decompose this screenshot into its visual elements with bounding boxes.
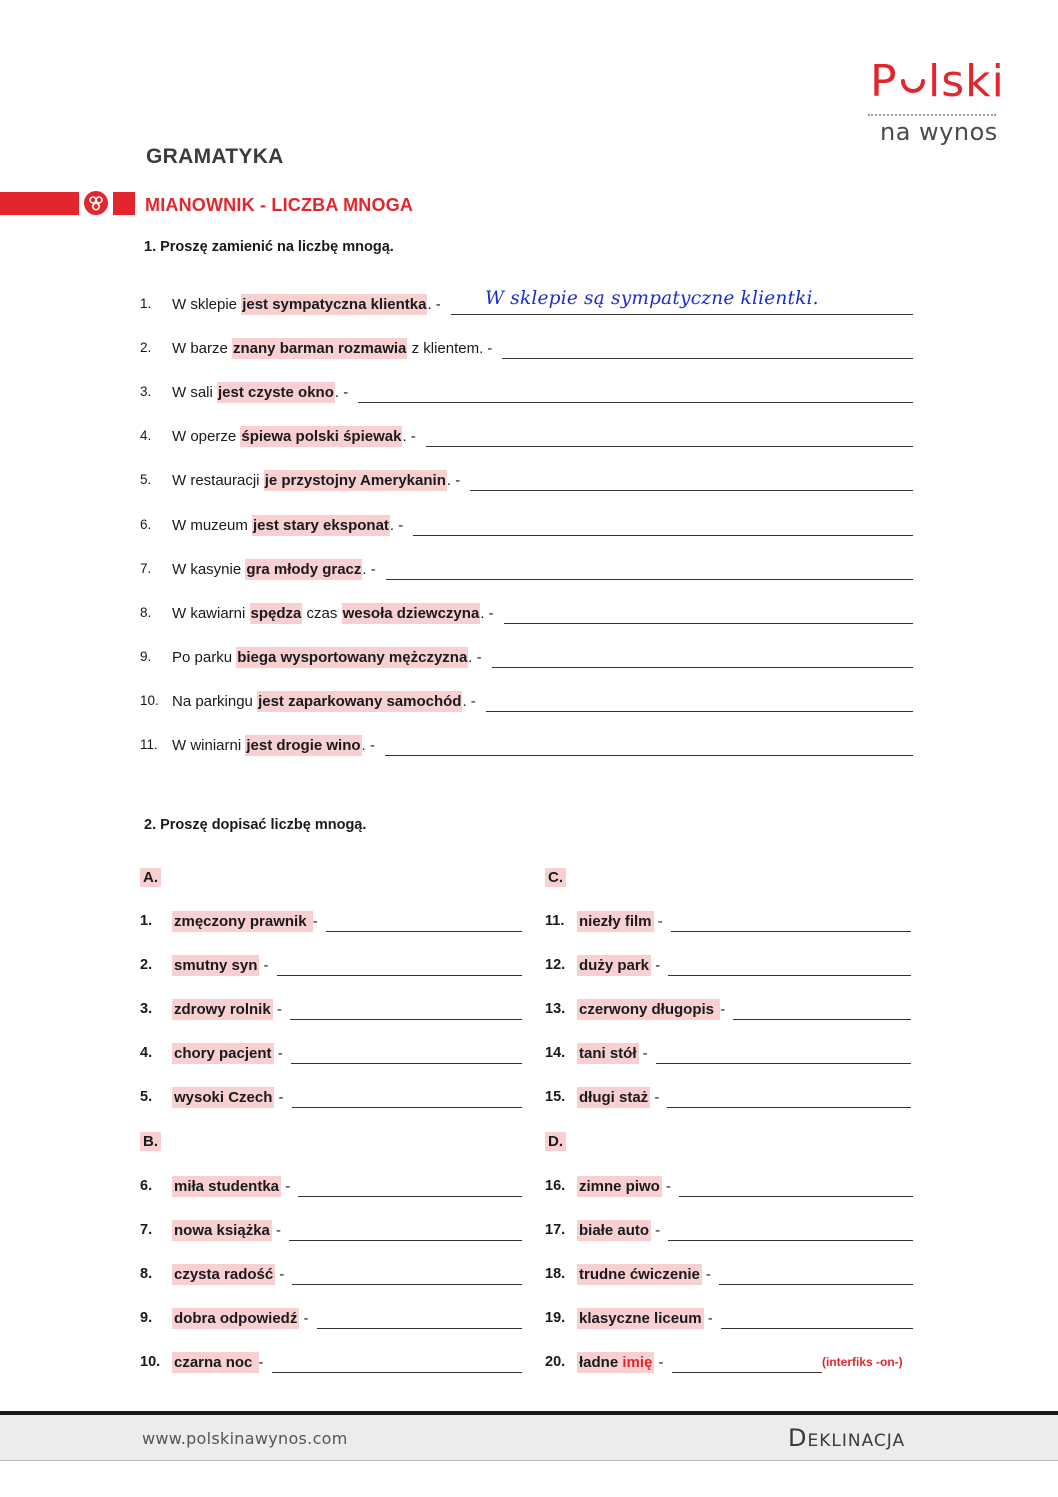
exercise2-heading: 2. Proszę dopisać liczbę mnogą. [144, 817, 367, 833]
item-sentence [172, 735, 375, 757]
item-phrase [172, 955, 269, 977]
dash: - [638, 1045, 648, 1062]
item-phrase [172, 1264, 284, 1286]
item-number: 19. [545, 1310, 566, 1326]
exercise1-row [140, 735, 920, 757]
dash: - [271, 1222, 282, 1239]
highlighted-phrase: jest stary eksponat [253, 517, 389, 534]
exercise2-row [140, 1220, 522, 1242]
item-number: 10. [140, 693, 159, 708]
item-sentence [172, 647, 482, 669]
highlighted-phrase: ładne imię [579, 1354, 653, 1371]
sentence-text: . - [468, 649, 482, 666]
answer-line[interactable] [277, 975, 522, 976]
item-number: 7. [140, 1222, 153, 1238]
item-number: 18. [545, 1266, 566, 1282]
item-phrase [577, 1264, 711, 1286]
exercise1-row [140, 288, 920, 316]
dash: - [299, 1310, 309, 1327]
answer-line[interactable] [292, 1284, 522, 1285]
dash: - [651, 1222, 661, 1239]
exercise2-row [545, 1220, 913, 1242]
item-number: 7. [140, 561, 152, 576]
highlighted-phrase: jest zaparkowany samochód [258, 693, 462, 710]
sentence-text: W kasynie [172, 561, 246, 578]
section-title: MIANOWNIK - LICZBA MNOGA [145, 195, 414, 215]
footer-url[interactable]: www.polskinawynos.com [142, 1429, 348, 1448]
item-phrase [172, 1352, 264, 1374]
exercise2-row [140, 1352, 522, 1374]
highlighted-phrase: czysta radość [174, 1266, 274, 1283]
group-label: D. [545, 1132, 566, 1151]
answer-line[interactable] [719, 1284, 913, 1285]
sentence-text: . - [480, 605, 494, 622]
answer-line[interactable] [679, 1196, 913, 1197]
item-phrase [172, 1220, 281, 1242]
highlighted-phrase: niezły film [579, 913, 652, 930]
exercise1-row [140, 426, 920, 448]
answer-line[interactable] [272, 1372, 522, 1373]
answer-line[interactable] [291, 1063, 522, 1064]
highlighted-phrase: wesoła dziewczyna [342, 605, 480, 622]
highlighted-phrase: czarna noc [174, 1354, 257, 1371]
item-sentence [172, 426, 416, 448]
dash: - [273, 1045, 283, 1062]
exercise1-heading: 1. Proszę zamienić na liczbę mnogą. [144, 239, 394, 255]
exercise2-row [140, 1087, 522, 1109]
item-number: 11. [545, 913, 565, 929]
highlighted-phrase: miła studentka [174, 1178, 280, 1195]
answer-line[interactable] [668, 1240, 913, 1241]
highlighted-phrase: dobra odpowiedź [174, 1310, 298, 1327]
highlighted-phrase: gra młody gracz [246, 561, 362, 578]
sentence-text: Na parkingu [172, 693, 258, 710]
item-number: 12. [545, 957, 566, 973]
logo-smile-icon [900, 72, 926, 98]
sentence-text: . - [446, 472, 461, 489]
dash: - [312, 913, 318, 930]
answer-line[interactable] [668, 975, 911, 976]
item-number: 4. [140, 428, 152, 443]
footer-topic: Deklinacja [788, 1424, 906, 1452]
group-label: A. [140, 868, 161, 887]
highlighted-phrase: je przystojny Amerykanin [264, 472, 446, 489]
exercise1-row [140, 603, 920, 625]
item-phrase [577, 955, 660, 977]
highlighted-phrase: jest sympatyczna klientka [242, 296, 427, 313]
exercise1-row [140, 515, 920, 537]
answer-line[interactable] [298, 1196, 522, 1197]
sentence-text: W restauracji [172, 472, 264, 489]
item-sentence [172, 515, 403, 537]
item-sentence [172, 691, 476, 713]
dash: - [701, 1266, 712, 1283]
highlighted-phrase: spędza [250, 605, 302, 622]
sentence-text: W kawiarni [172, 605, 250, 622]
sentence-text: W sali [172, 384, 217, 401]
footer-bottom-line [0, 1460, 1058, 1461]
item-phrase [577, 1043, 648, 1065]
exercise2-row [140, 999, 522, 1021]
sentence-text: Po parku [172, 649, 237, 666]
item-phrase [172, 1087, 284, 1109]
dash: - [274, 1089, 284, 1106]
item-number: 3. [140, 384, 152, 399]
highlighted-phrase: znany barman rozmawia [233, 340, 407, 357]
dash: - [258, 1354, 264, 1371]
exercise2-row [140, 955, 522, 977]
item-number: 6. [140, 1178, 153, 1194]
hint-note: (interfiks -on-) [822, 1355, 903, 1369]
exercise2-row [545, 1043, 911, 1065]
item-sentence [172, 559, 376, 581]
logo-divider [868, 114, 996, 116]
item-phrase [577, 1352, 664, 1374]
item-number: 9. [140, 649, 152, 664]
sentence-text: . - [402, 428, 416, 445]
item-phrase [577, 1087, 659, 1109]
highlighted-phrase: zimne piwo [579, 1178, 660, 1195]
dash: - [661, 1178, 672, 1195]
answer-line[interactable] [451, 314, 913, 315]
answer-line[interactable] [502, 358, 913, 359]
answer-line[interactable] [486, 711, 913, 712]
sentence-text: W muzeum [172, 517, 253, 534]
exercise2-row [545, 999, 911, 1021]
answer-line[interactable] [290, 1019, 522, 1020]
item-number: 8. [140, 605, 152, 620]
section-bar-right [113, 192, 135, 215]
dash: - [275, 1266, 285, 1283]
dash: - [650, 1089, 660, 1106]
item-number: 9. [140, 1310, 153, 1326]
sentence-text: . - [362, 561, 376, 578]
highlighted-phrase: zmęczony prawnik [174, 913, 311, 930]
sentence-text: W barze [172, 340, 233, 357]
highlighted-phrase: białe auto [579, 1222, 650, 1239]
item-phrase [172, 911, 318, 933]
answer-line[interactable] [671, 931, 911, 932]
sentence-text: W winiarni [172, 737, 246, 754]
exercise1-row [140, 559, 920, 581]
answer-line[interactable] [358, 402, 913, 403]
answer-line[interactable] [672, 1372, 822, 1373]
highlighted-phrase: śpiewa polski śpiewak [241, 428, 402, 445]
exercise2-row [545, 1087, 911, 1109]
exercise2-row [140, 1043, 522, 1065]
dash: - [259, 957, 269, 974]
logo [868, 56, 1005, 146]
exercise1-row [140, 470, 920, 492]
item-sentence [172, 603, 494, 625]
item-sentence [172, 338, 492, 360]
item-phrase [577, 911, 663, 933]
highlighted-phrase: jest drogie wino [246, 737, 361, 754]
answer-line[interactable] [470, 490, 913, 491]
item-phrase [172, 1176, 290, 1198]
highlighted-phrase: tani stół [579, 1045, 637, 1062]
sentence-text: . - [427, 296, 441, 313]
answer-line[interactable] [326, 931, 522, 932]
exercise2-row [140, 911, 522, 933]
dash: - [703, 1310, 713, 1327]
answer-line[interactable] [504, 623, 913, 624]
highlighted-phrase: smutny syn [174, 957, 258, 974]
sentence-text: czas [302, 605, 342, 622]
dash: - [654, 1354, 664, 1371]
item-number: 10. [140, 1354, 161, 1370]
highlighted-phrase: klasyczne liceum [579, 1310, 702, 1327]
item-number: 5. [140, 472, 152, 487]
logo-subtitle: na wynos [880, 118, 998, 146]
exercise2-row [545, 955, 911, 977]
item-number: 20. [545, 1354, 566, 1370]
item-number: 16. [545, 1178, 566, 1194]
exercise1-row [140, 691, 920, 713]
answer-line[interactable] [385, 755, 913, 756]
answer-line[interactable] [656, 1063, 911, 1064]
item-number: 2. [140, 957, 153, 973]
item-number: 6. [140, 517, 152, 532]
answer-line[interactable] [413, 535, 913, 536]
item-number: 4. [140, 1045, 153, 1061]
item-phrase [577, 1308, 713, 1330]
item-number: 2. [140, 340, 152, 355]
dash: - [720, 1001, 726, 1018]
item-number: 1. [140, 913, 153, 929]
dash: - [651, 957, 661, 974]
answer-line[interactable] [733, 1019, 911, 1020]
answer-line[interactable] [292, 1107, 522, 1108]
item-number: 13. [545, 1001, 566, 1017]
exercise2-row [545, 1264, 913, 1286]
highlighted-phrase: chory pacjent [174, 1045, 272, 1062]
logo-letter-p: P [870, 56, 898, 107]
group-label: C. [545, 868, 566, 887]
sentence-text: . - [462, 693, 476, 710]
answer-line[interactable] [426, 446, 913, 447]
item-number: 11. [140, 737, 158, 752]
section-badge [84, 191, 108, 215]
exercise2-row [140, 1176, 522, 1198]
item-sentence [172, 382, 348, 404]
exercise2-row [545, 911, 911, 933]
page-title: GRAMATYKA [146, 145, 284, 168]
exercise2-row [545, 1308, 913, 1330]
item-number: 3. [140, 1001, 153, 1017]
answer-line[interactable] [667, 1107, 911, 1108]
highlighted-phrase: czerwony długopis [579, 1001, 719, 1018]
dash: - [281, 1178, 291, 1195]
exercise2-row [140, 1264, 522, 1286]
exercise1-row [140, 382, 920, 404]
exercise2-row [545, 1176, 913, 1198]
sentence-text: W operze [172, 428, 241, 445]
item-number: 5. [140, 1089, 153, 1105]
item-number: 17. [545, 1222, 566, 1238]
highlighted-irregular: imię [622, 1354, 653, 1371]
dash: - [653, 913, 663, 930]
section-bar-left [0, 192, 79, 215]
answer-line[interactable] [386, 579, 913, 580]
item-number: 8. [140, 1266, 153, 1282]
answer-line[interactable] [289, 1240, 522, 1241]
highlighted-phrase: długi staż [579, 1089, 649, 1106]
sentence-text: . - [389, 517, 404, 534]
exercise1-row [140, 338, 920, 360]
exercise2-row [140, 1308, 522, 1330]
highlighted-phrase: nowa książka [174, 1222, 270, 1239]
item-phrase [172, 1043, 283, 1065]
item-phrase [577, 1176, 671, 1198]
item-number: 15. [545, 1089, 566, 1105]
item-number: 1. [140, 296, 152, 311]
sentence-text: W sklepie [172, 296, 242, 313]
highlighted-phrase: duży park [579, 957, 650, 974]
handwritten-answer: W sklepie są sympatyczne klientki. [485, 288, 819, 309]
sentence-text: z klientem. - [407, 340, 493, 357]
people-icon [84, 191, 108, 215]
logo-brand [868, 56, 1005, 108]
dash: - [272, 1001, 282, 1018]
item-sentence [172, 470, 460, 492]
item-phrase [577, 999, 725, 1021]
sentence-text: . - [361, 737, 375, 754]
logo-letters-lski: lski [928, 56, 1005, 107]
highlighted-phrase: jest czyste okno [218, 384, 334, 401]
highlighted-phrase: biega wysportowany mężczyzna [237, 649, 468, 666]
item-phrase [172, 999, 282, 1021]
item-number: 14. [545, 1045, 566, 1061]
exercise1-row [140, 647, 920, 669]
item-sentence [172, 294, 441, 316]
item-phrase [577, 1220, 660, 1242]
answer-line[interactable] [317, 1328, 523, 1329]
highlighted-phrase: zdrowy rolnik [174, 1001, 271, 1018]
answer-line[interactable] [721, 1328, 913, 1329]
highlighted-phrase: trudne ćwiczenie [579, 1266, 700, 1283]
group-label: B. [140, 1132, 161, 1151]
highlighted-phrase: wysoki Czech [174, 1089, 273, 1106]
item-phrase [172, 1308, 309, 1330]
sentence-text: . - [334, 384, 349, 401]
answer-line[interactable] [492, 667, 913, 668]
